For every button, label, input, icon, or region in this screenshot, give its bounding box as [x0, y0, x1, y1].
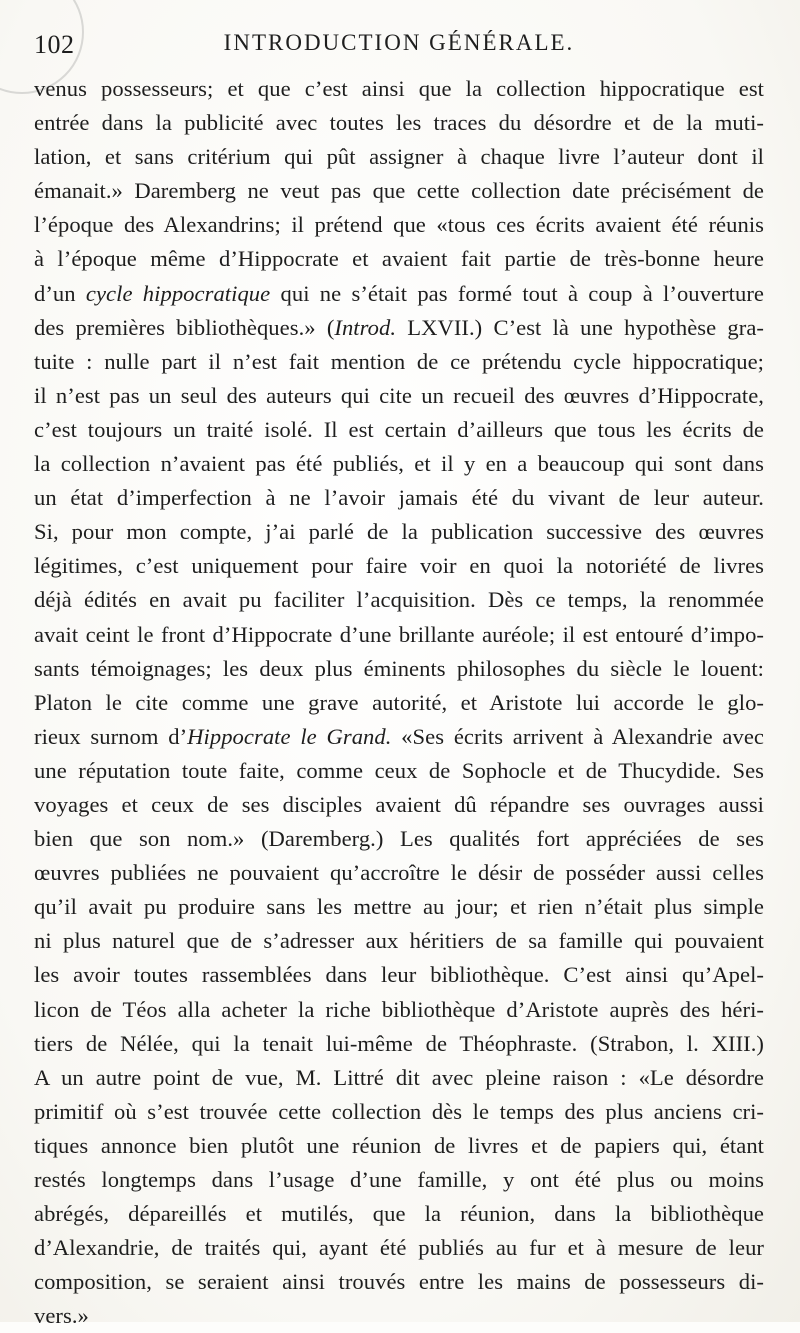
text-segment: des premières bibliothèques.» ( — [34, 314, 335, 340]
text-segment: une réputation toute faite, comme ceux de Sophocle et de Thucydide. Ses — [34, 757, 764, 783]
text-segment: voyages et ceux de ses disciples avaient dû répandre ses ouvrages aussi — [34, 791, 764, 817]
text-line — [34, 413, 764, 447]
text-line — [34, 481, 764, 515]
text-segment: «Ses écrits arrivent à Alexandrie avec — [391, 723, 764, 749]
text-segment: tuite : nulle part il n’est fait mention de ce prétendu cycle hippocratique; — [34, 348, 764, 374]
text-segment: ni plus naturel que de s’adresser aux héritiers de sa famille qui pouvaient — [34, 928, 764, 954]
text-line — [34, 208, 764, 242]
text-segment: rieux surnom d’ — [34, 723, 188, 749]
text-segment: à l’époque même d’Hippocrate et avaient fait partie de très-bonne heure — [34, 246, 764, 272]
text-segment: licon de Téos alla acheter la riche bibliothèque d’Aristote auprès des héri- — [34, 996, 764, 1022]
body-text — [34, 72, 764, 1333]
text-segment: déjà édités en avait pu faciliter l’acquisition. Dès ce temps, la renommée — [34, 587, 764, 613]
text-segment: lation, et sans critérium qui pût assigner à chaque livre l’auteur dont il — [34, 144, 764, 170]
text-line — [34, 1061, 764, 1095]
text-segment: entrée dans la publicité avec toutes les traces du désordre et de la muti- — [34, 110, 764, 136]
text-line — [34, 856, 764, 890]
text-line — [34, 720, 764, 754]
text-line — [34, 1231, 764, 1265]
text-segment: tiers de Nélée, qui la tenait lui-même de Théophraste. (Strabon, l. XIII.) — [34, 1030, 764, 1056]
text-line — [34, 686, 764, 720]
text-segment: qui ne s’était pas formé tout à coup à l’ouverture — [270, 280, 764, 306]
text-segment: abrégés, dépareillés et mutilés, que la réunion, dans la bibliothèque — [34, 1201, 764, 1227]
text-segment: Platon le cite comme une grave autorité, et Aristote lui accorde le glo- — [34, 689, 764, 715]
text-line — [34, 106, 764, 140]
text-segment: Si, pour mon compte, j’ai parlé de la publication successive des œuvres — [34, 519, 764, 545]
text-line — [34, 618, 764, 652]
text-segment: c’est toujours un traité isolé. Il est certain d’ailleurs que tous les écrits de — [34, 416, 764, 442]
text-line — [34, 993, 764, 1027]
text-line — [34, 311, 764, 345]
text-line — [34, 958, 764, 992]
text-segment: LXVII.) C’est là une hypothèse gra- — [396, 314, 764, 340]
text-segment: primitif où s’est trouvée cette collection dès le temps des plus anciens cri- — [34, 1098, 764, 1124]
text-segment: l’époque des Alexandrins; il prétend que «tous ces écrits avaient été réunis — [34, 212, 764, 238]
text-segment: la collection n’avaient pas été publiés, et il y en a beaucoup qui sont dans — [34, 451, 764, 477]
text-segment: venus possesseurs; et que c’est ainsi que la collection hippocratique est — [34, 76, 764, 101]
text-line — [34, 549, 764, 583]
page-header — [34, 30, 764, 64]
text-line — [34, 72, 764, 106]
text-segment: vers.» — [34, 1303, 89, 1329]
text-segment: avait ceint le front d’Hippocrate d’une brillante auréole; il est entouré d’impo- — [34, 621, 764, 647]
text-segment: qu’il avait pu produire sans les mettre au jour; et rien n’était plus simple — [34, 894, 764, 920]
italic-segment: cycle hippocratique — [85, 280, 271, 306]
text-segment: tiques annonce bien plutôt une réunion de livres et de papiers qui, étant — [34, 1132, 764, 1158]
text-line — [34, 277, 764, 311]
text-line — [34, 140, 764, 174]
text-segment: restés longtemps dans l’usage d’une famille, y ont été plus ou moins — [34, 1167, 764, 1192]
text-line — [34, 1129, 764, 1163]
text-line — [34, 822, 764, 856]
text-line — [34, 242, 764, 276]
page-number: 102 — [34, 30, 75, 59]
text-line — [34, 1197, 764, 1231]
text-segment: d’un — [34, 280, 86, 306]
text-line — [34, 1095, 764, 1129]
text-line — [34, 1299, 764, 1333]
text-segment: un état d’imperfection à ne l’avoir jamais été du vivant de leur auteur. — [34, 485, 764, 511]
text-segment: émanait.» Daremberg ne veut pas que cette collection date précisément de — [34, 178, 764, 204]
text-line — [34, 1265, 764, 1299]
text-segment: d’Alexandrie, de traités qui, ayant été publiés au fur et à mesure de leur — [34, 1235, 764, 1261]
text-segment: bien que son nom.» (Daremberg.) Les qualités fort appréciées de ses — [34, 826, 764, 852]
text-line — [34, 379, 764, 413]
text-line — [34, 447, 764, 481]
text-line — [34, 890, 764, 924]
text-line — [34, 515, 764, 549]
text-segment: les avoir toutes rassemblées dans leur bibliothèque. C’est ainsi qu’Apel- — [34, 962, 764, 988]
text-segment: il n’est pas un seul des auteurs qui cite un recueil des œuvres d’Hippocrate, — [34, 382, 764, 408]
text-line — [34, 788, 764, 822]
text-segment: sants témoignages; les deux plus éminents philosophes du siècle le louent: — [34, 655, 764, 681]
text-line — [34, 174, 764, 208]
text-line — [34, 1027, 764, 1061]
text-segment: légitimes, c’est uniquement pour faire voir en quoi la notoriété de livres — [34, 553, 764, 579]
running-title: INTRODUCTION GÉNÉRALE. — [223, 30, 575, 55]
text-line — [34, 652, 764, 686]
text-line — [34, 924, 764, 958]
text-segment: composition, se seraient ainsi trouvés entre les mains de possesseurs di- — [34, 1269, 764, 1295]
text-line — [34, 583, 764, 617]
text-line — [34, 345, 764, 379]
italic-segment: Introd. — [334, 314, 397, 340]
italic-segment: Hippocrate le Grand. — [187, 723, 392, 749]
text-segment: A un autre point de vue, M. Littré dit avec pleine raison : «Le désordre — [34, 1064, 764, 1090]
text-line — [34, 1163, 764, 1197]
text-segment: œuvres publiées ne pouvaient qu’accroître le désir de posséder aussi celles — [34, 860, 764, 886]
text-line — [34, 754, 764, 788]
